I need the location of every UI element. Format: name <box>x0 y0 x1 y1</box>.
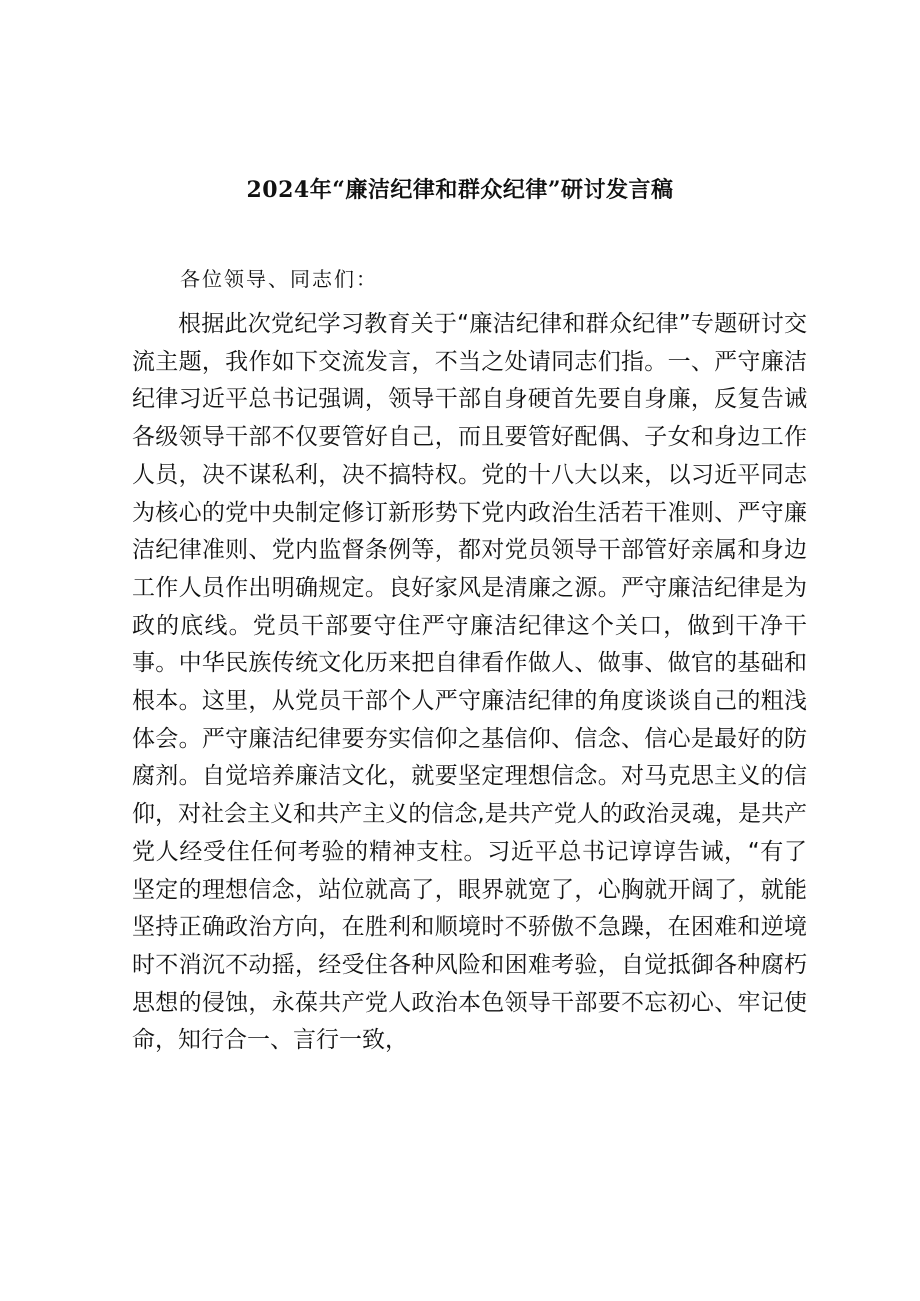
document-title: 2024年“廉洁纪律和群众纪律”研讨发言稿 <box>246 177 674 203</box>
salutation: 各位领导、同志们： <box>180 267 378 291</box>
body-paragraph: 根据此次党纪学习教育关于“廉洁纪律和群众纪律”专题研讨交流主题，我作如下交流发言，不当之处请同志们指。一、严守廉洁纪律习近平总书记强调，领导干部自身硬首先要自身廉，反复告诫各级领导干部不仅要管好自己，而且要管好配偶、子女和身边工作人员，决不谋私利，决不搞特权。党的十八大以来，以习近平同志为核心的党中央制定修订新形势下党内政治生活若干准则、严守廉洁纪律准则、党内监督条例等，都对党员领导干部管好亲属和身边工作人员作出明确规定。良好家风是清廉之源。严守廉洁纪律是为政的底线。党员干部要守住严守廉洁纪律这个关口，做到干净干事。中华民族传统文化历来把自律看作做人、做事、做官的基础和根本。这里，从党员干部个人严守廉洁纪律的角度谈谈自己的粗浅体会。严守廉洁纪律要夯实信仰之基信仰、信念、信心是最好的防腐剂。自觉培养廉洁文化，就要坚定理想信念。对马克思主义的信仰，对社会主义和共产主义的信念,是共产党人的政治灵魂，是共产党人经受住任何考验的精神支柱。习近平总书记谆谆告诫，“有了坚定的理想信念，站位就高了，眼界就宽了，心胸就开阔了，就能坚持正确政治方向，在胜利和顺境时不骄傲不急躁，在困难和逆境时不消沉不动摇，经受住各种风险和困难考验，自觉抵御各种腐朽思想的侵蚀，永葆共产党人政治本色领导干部要不忘初心、牢记使命，知行合一、言行一致， <box>132 311 807 1054</box>
